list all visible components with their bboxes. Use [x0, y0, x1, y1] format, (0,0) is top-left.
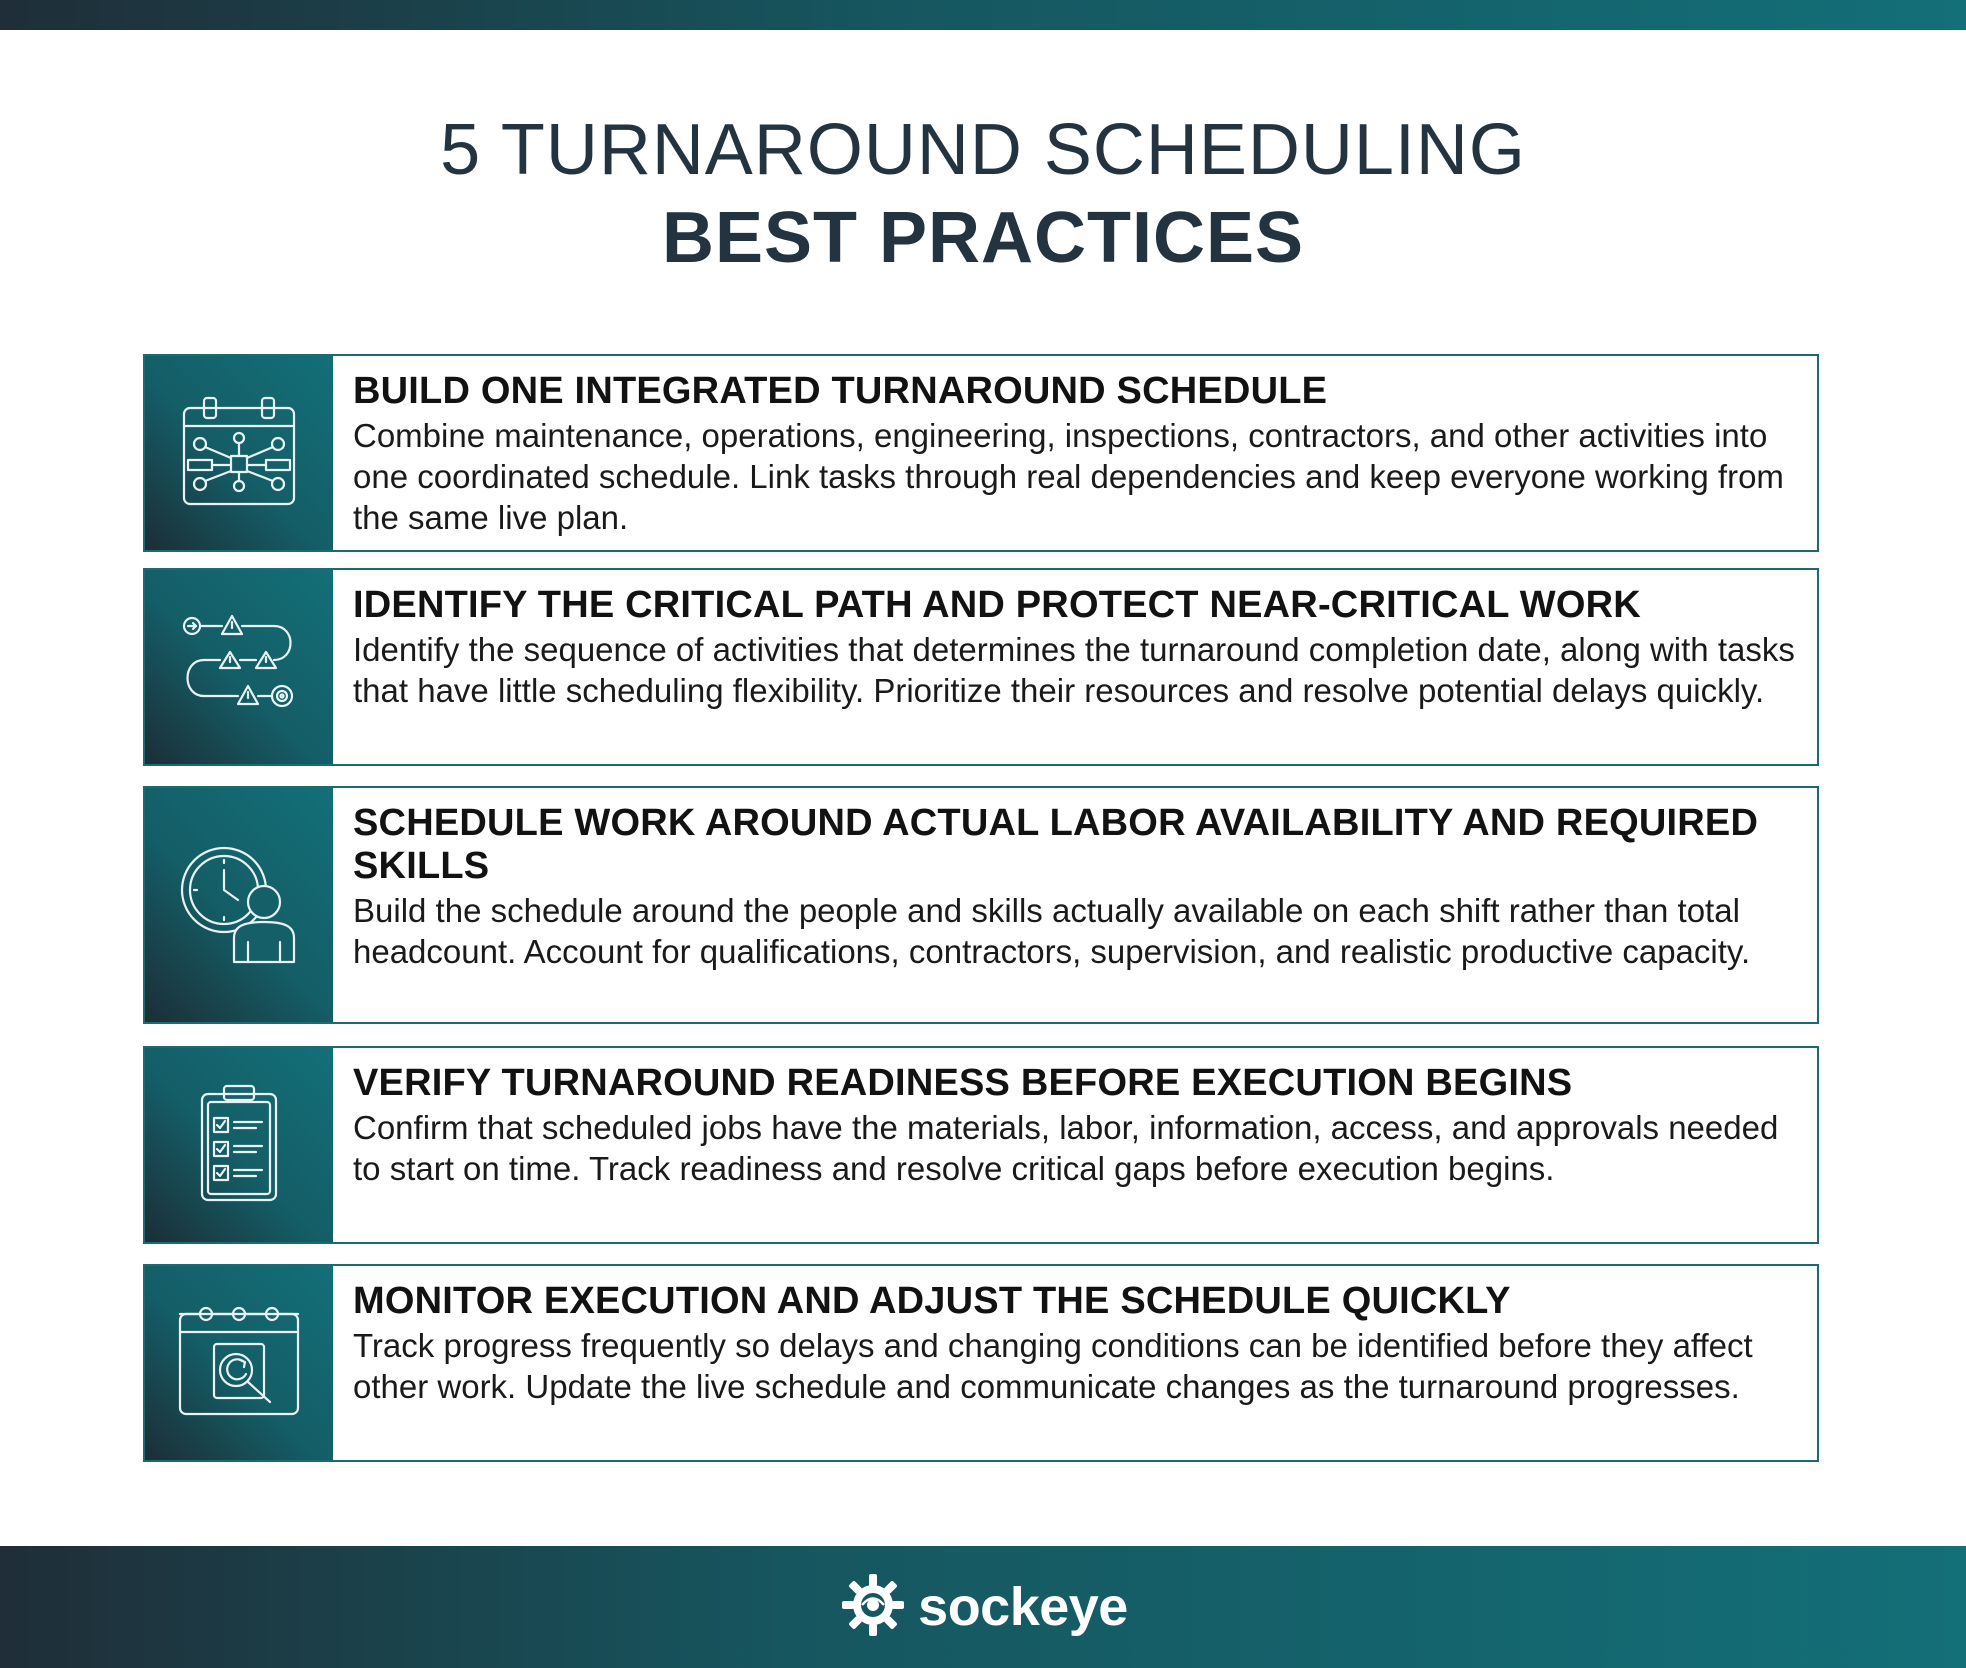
brand-name: sockeye: [918, 1577, 1128, 1637]
practice-description: Build the schedule around the people and skills actually available on each shift rather than total headcount. Account for qualifications, contractors, supervision, and realistic productive capacity.: [353, 892, 1751, 970]
practice-title: MONITOR EXECUTION AND ADJUST THE SCHEDULE QUICKLY: [353, 1280, 1511, 1322]
practice-title: IDENTIFY THE CRITICAL PATH AND PROTECT NEAR-CRITICAL WORK: [353, 584, 1641, 626]
practice-card-5: [143, 1264, 1819, 1462]
calendar-refresh-search-icon: [174, 1296, 304, 1431]
practice-title: VERIFY TURNAROUND READINESS BEFORE EXECUTION BEGINS: [353, 1062, 1573, 1104]
top-accent-bar: [0, 0, 1966, 30]
practice-description: Identify the sequence of activities that determines the turnaround completion date, along with tasks that have little scheduling flexibility. Prioritize their resources and resolve potential delays quickly.: [353, 631, 1795, 709]
practice-title: BUILD ONE INTEGRATED TURNAROUND SCHEDULE: [353, 370, 1328, 412]
clock-person-icon: [174, 838, 304, 973]
practice-card-2: [143, 568, 1819, 766]
practice-description: Combine maintenance, operations, engineering, inspections, contractors, and other activities into one coordinated schedule. Link tasks through real dependencies and keep everyone working from the same live plan.: [353, 417, 1784, 536]
critical-path-warning-icon: [174, 600, 304, 735]
practice-description: Confirm that scheduled jobs have the materials, labor, information, access, and approvals needed to start on time. Track readiness and resolve critical gaps before execution begins.: [353, 1109, 1779, 1187]
practice-description: Track progress frequently so delays and changing conditions can be identified before they affect other work. Update the live schedule and communicate changes as the turnaround progresses.: [353, 1327, 1753, 1405]
practice-card-3: [143, 786, 1819, 1024]
clipboard-checklist-icon: [174, 1078, 304, 1213]
page-title: [0, 108, 1966, 284]
practice-title: SCHEDULE WORK AROUND ACTUAL LABOR AVAILABILITY AND REQUIRED SKILLS: [353, 802, 1759, 887]
title-line-1: 5 TURNAROUND SCHEDULING: [440, 110, 1526, 190]
practice-card-1: [143, 354, 1819, 552]
brand-logo[interactable]: [838, 1570, 1128, 1645]
footer-bar: [0, 1546, 1966, 1668]
calendar-network-icon: [174, 386, 304, 521]
title-line-2: BEST PRACTICES: [661, 198, 1305, 278]
sockeye-gear-logo-icon: [838, 1570, 908, 1645]
practice-card-4: [143, 1046, 1819, 1244]
